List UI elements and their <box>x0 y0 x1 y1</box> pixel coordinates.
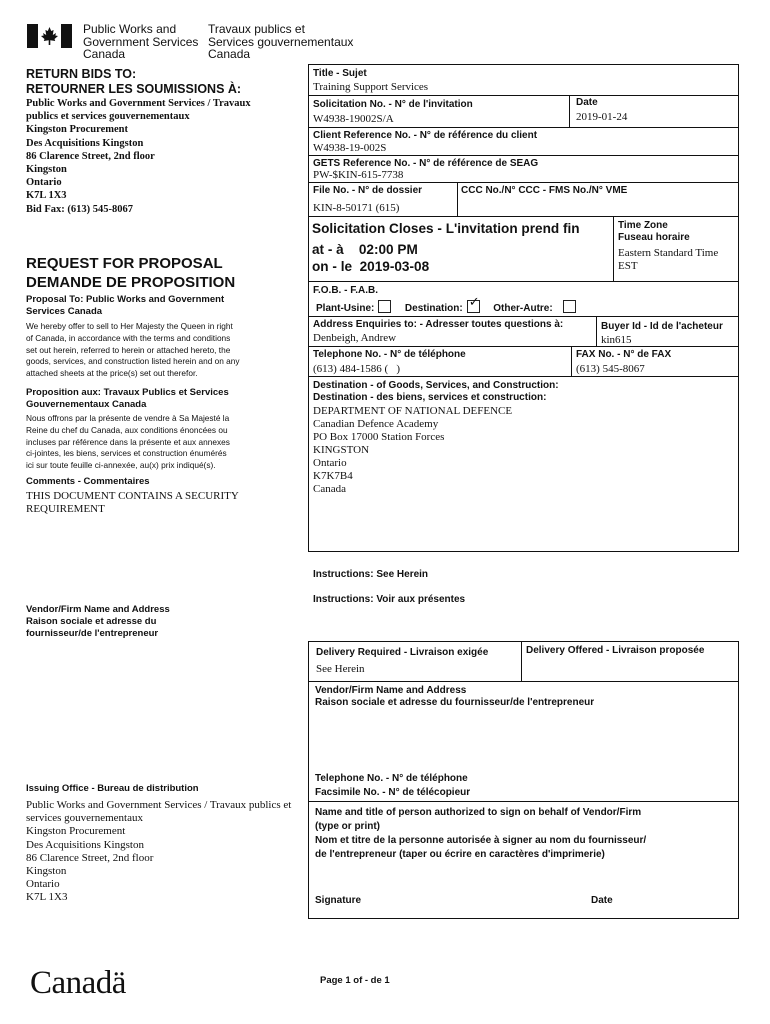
destination-option-label: Destination: <box>404 303 463 314</box>
destination-checkbox[interactable] <box>467 295 480 313</box>
proposal-to-label: Proposal To: Public Works and Government Services Canada <box>26 294 225 317</box>
closing-time-row <box>312 241 418 258</box>
at-label: at - à <box>312 242 344 257</box>
title-value: Training Support Services <box>313 81 429 93</box>
fax-value: (613) 545-8067 <box>576 363 645 375</box>
other-autre-label: Other-Autre: <box>493 303 553 314</box>
page-number: Page 1 of - de 1 <box>320 975 390 986</box>
rfp-title-en: REQUEST FOR PROPOSAL <box>26 255 223 272</box>
issuing-office-label: Issuing Office - Bureau de distribution <box>26 783 199 794</box>
rfp-title <box>26 254 235 292</box>
canada-wordmark-logo: Canadä <box>30 965 126 1001</box>
return-bids-title <box>26 67 241 97</box>
buyer-id-label: Buyer Id - Id de l'acheteur <box>601 321 723 332</box>
authorized-signer-label: Name and title of person authorized to sign on behalf of Vendor/Firm (type or print) Nom et titre de la personne autorisée à signer au nom du fournisseur/ de l'entrepreneur (taper ou écrire en caractères d'imprimerie) <box>315 807 647 860</box>
return-bids-title-fr: RETOURNER LES SOUMISSIONS À: <box>26 82 242 96</box>
dept-fr-line1: Travaux publics et <box>208 22 305 36</box>
client-reference-label: Client Reference No. - N° de référence du client <box>313 130 538 141</box>
vendor-telephone-fax-label: Telephone No. - N° de téléphone Facsimile No. - N° de télécopieur <box>315 773 471 798</box>
client-reference-value: W4938-19-002S <box>313 142 387 154</box>
comments-label: Comments - Commentaires <box>26 476 150 487</box>
instructions-en: Instructions: See Herein <box>313 569 429 580</box>
time-zone-value: Eastern Standard Time EST <box>618 247 719 272</box>
instructions-fr: Instructions: Voir aux présentes <box>313 594 466 605</box>
vendor-left-label: Vendor/Firm Name and Address Raison sociale et adresse du fournisseur/de l'entrepreneur <box>26 604 170 640</box>
proposition-aux-label: Proposition aux: Travaux Publics et Services Gouvernementaux Canada <box>26 387 229 410</box>
dept-en-line3: Canada <box>83 47 126 61</box>
destination-address: DEPARTMENT OF NATIONAL DEFENCE Canadian Defence Academy PO Box 17000 Station Forces KINGSTON Ontario K7K7B4 Canada <box>313 405 513 495</box>
telephone-value: (613) 484-1586 ( ) <box>313 363 401 375</box>
fob-options-row <box>316 295 576 315</box>
solicitation-closes-title: Solicitation Closes - L'invitation prend fin <box>312 221 580 236</box>
plant-usine-checkbox[interactable] <box>378 300 391 313</box>
vendor-name-address-label: Vendor/Firm Name and Address Raison sociale et adresse du fournisseur/de l'entrepreneur <box>315 685 595 708</box>
closing-date-row <box>312 258 429 275</box>
department-name-en <box>83 23 198 61</box>
signature-date-label: Date <box>591 895 613 906</box>
dept-en-line2: Government Services <box>83 34 199 49</box>
date-value: 2019-01-24 <box>576 111 628 123</box>
return-bids-address: Public Works and Government Services / Travaux publics et services gouvernementaux Kingston Procurement Des Acquisitions Kingston 86 Clarence Street, 2nd floor Kingston Ontario K7L 1X3 Bid Fax: (613) 545-8067 <box>26 98 251 215</box>
issuing-office-address: Public Works and Government Services / Travaux publics et services gouvernementaux Kingston Procurement Des Acquisitions Kingston 86 Clarence Street, 2nd floor Kingston Ontario K7L 1X3 <box>26 799 292 904</box>
signature-label: Signature <box>315 895 362 906</box>
time-zone-label: Time Zone Fuseau horaire <box>618 220 690 243</box>
fax-label: FAX No. - N° de FAX <box>576 349 672 360</box>
date-label: Date <box>576 97 598 108</box>
solicitation-number-value: W4938-19002S/A <box>313 113 394 125</box>
telephone-label: Telephone No. - N° de téléphone <box>313 349 466 360</box>
address-enquiries-label: Address Enquiries to: - Adresser toutes questions à: <box>313 319 564 330</box>
delivery-required-value: See Herein <box>316 663 365 675</box>
closing-time-value: 02:00 PM <box>358 242 418 257</box>
gets-reference-value: PW-$KIN-615-7738 <box>313 169 404 181</box>
check-mark-icon: ✓ <box>468 295 480 310</box>
return-bids-title-en: RETURN BIDS TO: <box>26 67 137 81</box>
proposal-to-text: We hereby offer to sell to Her Majesty the Queen in right of Canada, in accordance with the terms and conditions set out herein, referred to herein or attached hereto, the goods, services, and construction listed herein and on any attached sheets at the price(s) set out therefor. <box>26 321 240 379</box>
title-label: Title - Sujet <box>313 68 367 79</box>
comments-text: THIS DOCUMENT CONTAINS A SECURITY REQUIREMENT <box>26 490 239 515</box>
dept-fr-line3: Canada <box>208 47 251 61</box>
dept-fr-line2: Services gouvernementaux <box>208 34 354 49</box>
buyer-id-value: kin615 <box>601 334 632 346</box>
other-autre-checkbox[interactable] <box>563 300 576 313</box>
department-name-fr <box>208 23 353 61</box>
canada-flag-icon <box>27 24 72 48</box>
delivery-required-label: Delivery Required - Livraison exigée <box>316 647 489 658</box>
closing-date-value: 2019-03-08 <box>359 259 430 274</box>
rfp-title-fr: DEMANDE DE PROPOSITION <box>26 274 236 291</box>
solicitation-number-label: Solicitation No. - N° de l'invitation <box>313 99 473 110</box>
destination-label: Destination - of Goods, Services, and Construction: Destination - des biens, services et construction: <box>313 380 559 403</box>
delivery-offered-label: Delivery Offered - Livraison proposée <box>526 645 705 656</box>
ccc-number-label: CCC No./N° CCC - FMS No./N° VME <box>461 185 628 196</box>
dept-en-line1: Public Works and <box>83 22 177 36</box>
address-enquiries-value: Denbeigh, Andrew <box>313 332 397 344</box>
file-number-label: File No. - N° de dossier <box>313 185 423 196</box>
on-label: on - le <box>312 259 353 274</box>
fob-label: F.O.B. - F.A.B. <box>313 285 378 296</box>
gets-reference-label: GETS Reference No. - N° de référence de SEAG <box>313 158 539 169</box>
file-number-value: KIN-8-50171 (615) <box>313 202 400 214</box>
proposition-aux-text: Nous offrons par la présente de vendre à Sa Majesté la Reine du chef du Canada, aux conditions énoncées ou incluses par référence dans la présente et aux annexes ci-jointes, les biens, services et construction énumérés ici sur toute feuille ci-annexée, au(x) prix indiqué(s). <box>26 413 230 471</box>
plant-usine-label: Plant-Usine: <box>316 303 375 314</box>
